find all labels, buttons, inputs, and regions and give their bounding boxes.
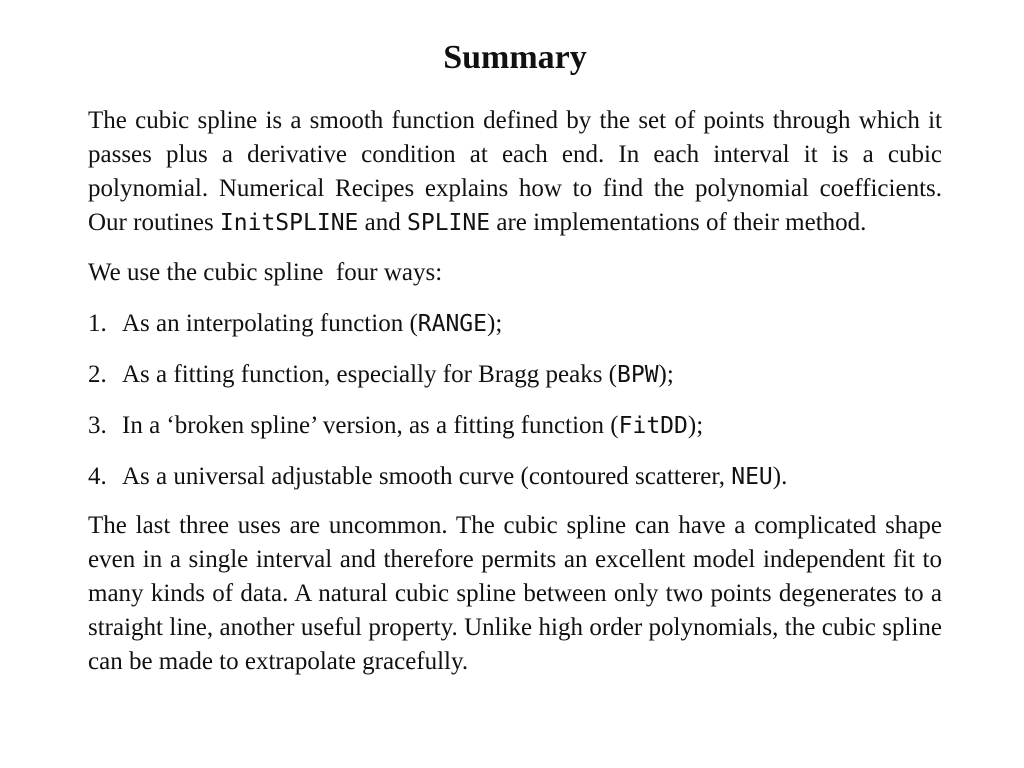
routine-initspline: InitSPLINE <box>219 210 359 236</box>
ways-intro: We use the cubic spline four ways: <box>88 259 443 286</box>
list-item <box>88 409 942 443</box>
list-item <box>88 307 942 341</box>
list-text-after: ). <box>772 463 788 490</box>
list-item <box>88 460 942 494</box>
list-text <box>122 307 502 341</box>
conclusion-paragraph: The last three uses are uncommon. The cubic spline can have a complicated shape even in a single interval and therefore permits an excellent model independent fit to many kinds of data. A natural cubic spline between only two points degenerates to a straight line, another useful property. Unlike high order polynomials, the cubic spline can be made to extrapolate gracefully. <box>88 512 942 675</box>
list-number: 2. <box>88 361 107 388</box>
intro-paragraph <box>88 104 942 240</box>
list-number: 4. <box>88 463 107 490</box>
routine-neu: NEU <box>731 464 773 490</box>
intro-text-part3: are implementations of their method. <box>490 209 867 236</box>
list-text-before: In a ‘broken spline’ version, as a fitting function ( <box>122 412 619 439</box>
list-text-before: As a fitting function, especially for Bragg peaks ( <box>122 361 617 388</box>
list-text <box>122 358 674 392</box>
list-number: 3. <box>88 412 107 439</box>
list-text-after: ); <box>658 361 674 388</box>
routine-fitdd: FitDD <box>618 413 688 439</box>
uses-list <box>88 307 942 494</box>
routine-range: RANGE <box>417 311 488 337</box>
intro-text-part1: The cubic spline is a smooth function defined by the set of points through which it passes plus a derivative condition at each end. In each interval it is a cubic polynomial. Numerical Recipes explains how to find the polynomial coefficients. Our routines <box>88 107 942 236</box>
list-text-before: As a universal adjustable smooth curve (contoured scatterer, <box>122 463 732 490</box>
list-text-after: ); <box>487 310 503 337</box>
intro-text-part2: and <box>358 209 408 236</box>
list-text-before: As an interpolating function ( <box>122 310 418 337</box>
page-title: Summary <box>443 39 587 76</box>
list-text <box>122 409 703 443</box>
list-number: 1. <box>88 310 107 337</box>
list-text <box>122 460 787 494</box>
list-item <box>88 358 942 392</box>
routine-spline: SPLINE <box>407 210 491 236</box>
list-text-after: ); <box>687 412 704 439</box>
routine-bpw: BPW <box>617 362 659 388</box>
